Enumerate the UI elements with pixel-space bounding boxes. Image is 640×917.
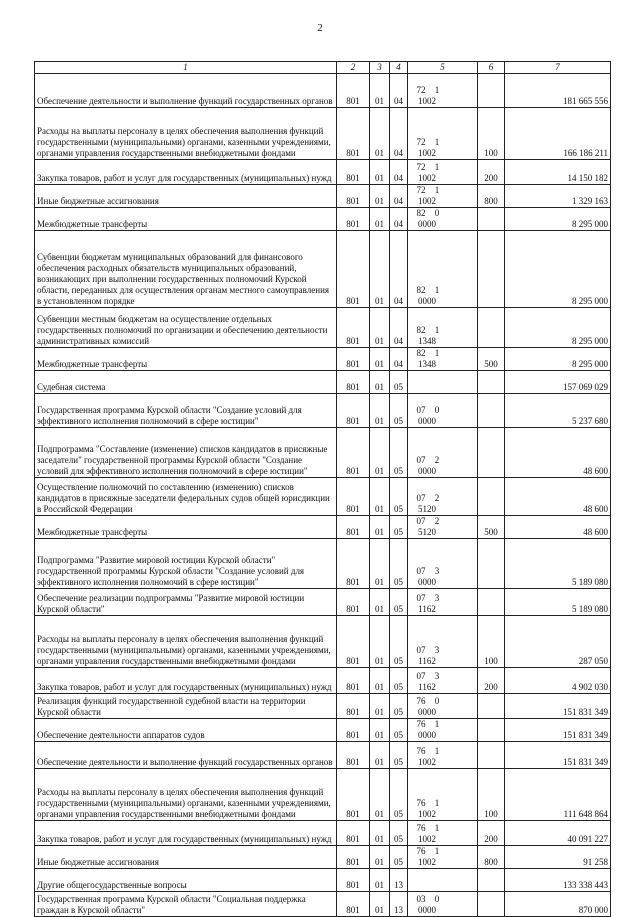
- ministry-code: 801: [337, 742, 370, 769]
- ministry-code: 801: [337, 719, 370, 742]
- section-code: 01: [370, 821, 390, 846]
- subsection-code: 05: [390, 769, 408, 821]
- subsection-code: 05: [390, 719, 408, 742]
- direction-code: 1162: [418, 682, 436, 692]
- table-row: [35, 516, 611, 539]
- ministry-code: 801: [337, 348, 370, 371]
- section-code: 01: [370, 394, 390, 428]
- target-article-code: [408, 231, 478, 308]
- table-row: [35, 846, 611, 869]
- section-code: 01: [370, 208, 390, 231]
- expense-type-code: [478, 208, 505, 231]
- section-code: 01: [370, 371, 390, 394]
- direction-code: 0000: [418, 730, 436, 740]
- target-article-code: [408, 428, 478, 478]
- expense-type-code: 100: [478, 108, 505, 160]
- expense-type-code: 200: [478, 821, 505, 846]
- row-name: Расходы на выплаты персоналу в целях обеспечения выполнения функций государственными (муниципальными) органами, казенными учреждениями, органами управления государственными внебюджетными фондами: [35, 108, 337, 160]
- expense-type-code: 100: [478, 616, 505, 668]
- expense-type-code: [478, 231, 505, 308]
- ministry-code: 801: [337, 769, 370, 821]
- amount-value: 14 150 182: [505, 160, 611, 185]
- subsection-code: 05: [390, 742, 408, 769]
- row-name: Закупка товаров, работ и услуг для государственных (муниципальных) нужд: [35, 821, 337, 846]
- table-row: [35, 869, 611, 892]
- subsection-code: 05: [390, 846, 408, 869]
- table-row: [35, 371, 611, 394]
- amount-value: 181 665 556: [505, 74, 611, 108]
- target-article-code: [408, 589, 478, 616]
- ministry-code: 801: [337, 589, 370, 616]
- row-name: Субвенции бюджетам муниципальных образований для финансового обеспечения расходных обязательств муниципальных образований, возникающих при выполнении государственных полномочий Курской области, переданных для осуществления органам местного самоуправления в установленном порядке: [35, 231, 337, 308]
- section-code: 01: [370, 308, 390, 348]
- table-row: [35, 742, 611, 769]
- direction-code: 1002: [418, 173, 436, 183]
- table-body: [35, 74, 611, 917]
- section-code: 01: [370, 231, 390, 308]
- ministry-code: 801: [337, 616, 370, 668]
- direction-code: 1002: [418, 857, 436, 867]
- subprogram-code: 2: [434, 493, 440, 503]
- table-row: [35, 231, 611, 308]
- table-row: [35, 208, 611, 231]
- direction-code: 5120: [418, 504, 436, 514]
- target-article-code: [408, 892, 478, 917]
- subprogram-code: 2: [434, 455, 440, 465]
- target-article-code: [408, 394, 478, 428]
- row-name: Подпрограмма "Составление (изменение) списков кандидатов в присяжные заседатели" государственной программы Курской области "Создание условий для эффективного исполнения полномочий в сфере юстиции": [35, 428, 337, 478]
- direction-code: 1002: [418, 809, 436, 819]
- target-article-code: [408, 160, 478, 185]
- table-row: [35, 719, 611, 742]
- section-code: 01: [370, 348, 390, 371]
- target-article-code: [408, 74, 478, 108]
- direction-code: 1162: [418, 656, 436, 666]
- table-row: [35, 394, 611, 428]
- subsection-code: 04: [390, 185, 408, 208]
- target-article-code: [408, 846, 478, 869]
- subprogram-code: 1: [434, 85, 440, 95]
- subsection-code: 04: [390, 108, 408, 160]
- amount-value: 151 831 349: [505, 719, 611, 742]
- amount-value: 5 237 680: [505, 394, 611, 428]
- expense-type-code: 500: [478, 516, 505, 539]
- expense-type-code: [478, 742, 505, 769]
- row-name: Субвенции местным бюджетам на осуществление отдельных государственных полномочий по организации и обеспечению деятельности административных комиссий: [35, 308, 337, 348]
- direction-code: 1002: [418, 148, 436, 158]
- table-row: [35, 428, 611, 478]
- section-code: 01: [370, 428, 390, 478]
- program-code: 76: [416, 746, 426, 756]
- direction-code: 0000: [418, 905, 436, 915]
- row-name: Реализация функций государственной судебной власти на территории Курской области: [35, 694, 337, 719]
- section-code: 01: [370, 668, 390, 694]
- amount-value: 91 258: [505, 846, 611, 869]
- row-name: Расходы на выплаты персоналу в целях обеспечения выполнения функций государственными (муниципальными) органами, казенными учреждениями, органами управления государственными внебюджетными фондами: [35, 769, 337, 821]
- target-article-code: [408, 719, 478, 742]
- expense-type-code: 800: [478, 846, 505, 869]
- ministry-code: 801: [337, 308, 370, 348]
- expense-type-code: 200: [478, 160, 505, 185]
- table-row: [35, 185, 611, 208]
- amount-value: 8 295 000: [505, 308, 611, 348]
- ministry-code: 801: [337, 846, 370, 869]
- program-code: 72: [416, 137, 426, 147]
- expense-type-code: [478, 694, 505, 719]
- ministry-code: 801: [337, 74, 370, 108]
- expense-type-code: [478, 371, 505, 394]
- expense-type-code: 200: [478, 668, 505, 694]
- table-row: [35, 108, 611, 160]
- subsection-code: 04: [390, 348, 408, 371]
- subprogram-code: 1: [434, 162, 440, 172]
- ministry-code: 801: [337, 371, 370, 394]
- subsection-code: 04: [390, 74, 408, 108]
- direction-code: 1002: [418, 834, 436, 844]
- program-code: 07: [416, 493, 426, 503]
- program-code: 72: [416, 85, 426, 95]
- direction-code: 0000: [418, 577, 436, 587]
- ministry-code: 801: [337, 185, 370, 208]
- direction-code: 0000: [418, 219, 436, 229]
- col-header-name: 1: [35, 62, 337, 74]
- program-code: 82: [416, 325, 426, 335]
- amount-value: 48 600: [505, 428, 611, 478]
- amount-value: 8 295 000: [505, 208, 611, 231]
- table-row: [35, 694, 611, 719]
- subprogram-code: 2: [434, 516, 440, 526]
- expense-type-code: [478, 539, 505, 589]
- ministry-code: 801: [337, 539, 370, 589]
- table-row: [35, 821, 611, 846]
- subprogram-code: 1: [434, 348, 440, 358]
- section-code: 01: [370, 108, 390, 160]
- row-name: Иные бюджетные ассигнования: [35, 185, 337, 208]
- table-row: [35, 892, 611, 917]
- subprogram-code: 0: [434, 894, 440, 904]
- amount-value: 40 091 227: [505, 821, 611, 846]
- direction-code: 0000: [418, 416, 436, 426]
- section-code: 01: [370, 694, 390, 719]
- subprogram-code: 0: [434, 696, 440, 706]
- subsection-code: 05: [390, 668, 408, 694]
- amount-value: 157 069 029: [505, 371, 611, 394]
- amount-value: 5 189 080: [505, 589, 611, 616]
- subsection-code: 05: [390, 821, 408, 846]
- expense-type-code: [478, 308, 505, 348]
- table-row: [35, 308, 611, 348]
- row-name: Межбюджетные трансферты: [35, 516, 337, 539]
- table-row: [35, 348, 611, 371]
- col-header-subsection: 4: [390, 62, 408, 74]
- program-code: 76: [416, 696, 426, 706]
- program-code: 76: [416, 719, 426, 729]
- program-code: 07: [416, 593, 426, 603]
- table-row: [35, 616, 611, 668]
- row-name: Осуществление полномочий по составлению (изменению) списков кандидатов в присяжные заседатели федеральных судов общей юрисдикции в Российской Федерации: [35, 478, 337, 516]
- page-number: 2: [317, 22, 323, 34]
- amount-value: 48 600: [505, 478, 611, 516]
- table-row: [35, 589, 611, 616]
- ministry-code: 801: [337, 231, 370, 308]
- row-name: Межбюджетные трансферты: [35, 208, 337, 231]
- direction-code: 1002: [418, 757, 436, 767]
- ministry-code: 801: [337, 892, 370, 917]
- program-code: 07: [416, 516, 426, 526]
- subprogram-code: 3: [434, 593, 440, 603]
- table-row: [35, 478, 611, 516]
- subprogram-code: 0: [434, 405, 440, 415]
- section-code: 01: [370, 516, 390, 539]
- amount-value: 111 648 864: [505, 769, 611, 821]
- expense-type-code: 800: [478, 185, 505, 208]
- ministry-code: 801: [337, 394, 370, 428]
- section-code: 01: [370, 74, 390, 108]
- row-name: Иные бюджетные ассигнования: [35, 846, 337, 869]
- expense-type-code: 100: [478, 769, 505, 821]
- table-row: [35, 539, 611, 589]
- program-code: 82: [416, 348, 426, 358]
- subsection-code: 13: [390, 892, 408, 917]
- target-article-code: [408, 769, 478, 821]
- row-name: Подпрограмма "Развитие мировой юстиции Курской области" государственной программы Курской области "Создание условий для эффективного исполнения полномочий в сфере юстиции": [35, 539, 337, 589]
- subprogram-code: 3: [434, 645, 440, 655]
- row-name: Другие общегосударственные вопросы: [35, 869, 337, 892]
- subprogram-code: 1: [434, 798, 440, 808]
- subprogram-code: 3: [434, 566, 440, 576]
- direction-code: 0000: [418, 707, 436, 717]
- section-code: 01: [370, 846, 390, 869]
- amount-value: 287 050: [505, 616, 611, 668]
- target-article-code: [408, 371, 478, 394]
- direction-code: 0000: [418, 466, 436, 476]
- section-code: 01: [370, 589, 390, 616]
- subprogram-code: 1: [434, 719, 440, 729]
- table-row: [35, 160, 611, 185]
- amount-value: 151 831 349: [505, 694, 611, 719]
- direction-code: 1002: [418, 196, 436, 206]
- section-code: 01: [370, 892, 390, 917]
- program-code: 82: [416, 208, 426, 218]
- subsection-code: 04: [390, 208, 408, 231]
- ministry-code: 801: [337, 208, 370, 231]
- amount-value: 870 000: [505, 892, 611, 917]
- direction-code: 1002: [418, 96, 436, 106]
- subprogram-code: 1: [434, 137, 440, 147]
- section-code: 01: [370, 478, 390, 516]
- direction-code: 5120: [418, 527, 436, 537]
- direction-code: 0000: [418, 296, 436, 306]
- col-header-amount: 7: [505, 62, 611, 74]
- target-article-code: [408, 516, 478, 539]
- row-name: Обеспечение деятельности аппаратов судов: [35, 719, 337, 742]
- target-article-code: [408, 539, 478, 589]
- target-article-code: [408, 308, 478, 348]
- ministry-code: 801: [337, 478, 370, 516]
- subsection-code: 13: [390, 869, 408, 892]
- ministry-code: 801: [337, 869, 370, 892]
- subsection-code: 04: [390, 160, 408, 185]
- amount-value: 8 295 000: [505, 231, 611, 308]
- ministry-code: 801: [337, 516, 370, 539]
- target-article-code: [408, 616, 478, 668]
- target-article-code: [408, 821, 478, 846]
- row-name: Обеспечение деятельности и выполнение функций государственных органов: [35, 74, 337, 108]
- col-header-section: 3: [370, 62, 390, 74]
- target-article-code: [408, 478, 478, 516]
- subsection-code: 05: [390, 694, 408, 719]
- ministry-code: 801: [337, 160, 370, 185]
- row-name: Государственная программа Курской области "Социальная поддержка граждан в Курской области": [35, 892, 337, 917]
- subsection-code: 05: [390, 428, 408, 478]
- target-article-code: [408, 869, 478, 892]
- subsection-code: 05: [390, 589, 408, 616]
- amount-value: 4 902 030: [505, 668, 611, 694]
- subprogram-code: 1: [434, 325, 440, 335]
- ministry-code: 801: [337, 668, 370, 694]
- ministry-code: 801: [337, 821, 370, 846]
- subprogram-code: 1: [434, 185, 440, 195]
- program-code: 07: [416, 566, 426, 576]
- direction-code: 1348: [418, 336, 436, 346]
- target-article-code: [408, 742, 478, 769]
- amount-value: 166 186 211: [505, 108, 611, 160]
- direction-code: 1162: [418, 604, 436, 614]
- expense-type-code: [478, 394, 505, 428]
- row-name: Государственная программа Курской области "Создание условий для эффективного исполнения полномочий в сфере юстиции": [35, 394, 337, 428]
- table-row: [35, 668, 611, 694]
- section-code: 01: [370, 160, 390, 185]
- budget-table: [34, 61, 611, 917]
- expense-type-code: [478, 892, 505, 917]
- program-code: 07: [416, 405, 426, 415]
- section-code: 01: [370, 719, 390, 742]
- col-header-target-article: 5: [408, 62, 478, 74]
- row-name: Закупка товаров, работ и услуг для государственных (муниципальных) нужд: [35, 668, 337, 694]
- row-name: Обеспечение реализации подпрограммы "Развитие мировой юстиции Курской области": [35, 589, 337, 616]
- target-article-code: [408, 108, 478, 160]
- subprogram-code: 0: [434, 208, 440, 218]
- program-code: 76: [416, 823, 426, 833]
- subprogram-code: 1: [434, 746, 440, 756]
- subsection-code: 04: [390, 231, 408, 308]
- program-code: 07: [416, 455, 426, 465]
- section-code: 01: [370, 869, 390, 892]
- expense-type-code: [478, 719, 505, 742]
- subsection-code: 05: [390, 616, 408, 668]
- section-code: 01: [370, 616, 390, 668]
- program-code: 72: [416, 185, 426, 195]
- program-code: 76: [416, 846, 426, 856]
- target-article-code: [408, 694, 478, 719]
- expense-type-code: [478, 74, 505, 108]
- row-name: Обеспечение деятельности и выполнение функций государственных органов: [35, 742, 337, 769]
- table-row: [35, 769, 611, 821]
- expense-type-code: [478, 428, 505, 478]
- row-name: Судебная система: [35, 371, 337, 394]
- program-code: 72: [416, 162, 426, 172]
- target-article-code: [408, 185, 478, 208]
- ministry-code: 801: [337, 108, 370, 160]
- ministry-code: 801: [337, 428, 370, 478]
- amount-value: 48 600: [505, 516, 611, 539]
- subsection-code: 05: [390, 539, 408, 589]
- expense-type-code: [478, 478, 505, 516]
- amount-value: 133 338 443: [505, 869, 611, 892]
- target-article-code: [408, 348, 478, 371]
- subsection-code: 05: [390, 394, 408, 428]
- program-code: 76: [416, 798, 426, 808]
- col-header-expense-type: 6: [478, 62, 505, 74]
- program-code: 03: [416, 894, 426, 904]
- amount-value: 5 189 080: [505, 539, 611, 589]
- section-code: 01: [370, 742, 390, 769]
- direction-code: 1348: [418, 359, 436, 369]
- amount-value: 1 329 163: [505, 185, 611, 208]
- program-code: 07: [416, 645, 426, 655]
- section-code: 01: [370, 539, 390, 589]
- subsection-code: 05: [390, 478, 408, 516]
- section-code: 01: [370, 185, 390, 208]
- col-header-ministry: 2: [337, 62, 370, 74]
- expense-type-code: [478, 869, 505, 892]
- target-article-code: [408, 668, 478, 694]
- subprogram-code: 1: [434, 823, 440, 833]
- subsection-code: 05: [390, 516, 408, 539]
- subprogram-code: 1: [434, 285, 440, 295]
- expense-type-code: [478, 589, 505, 616]
- subprogram-code: 1: [434, 846, 440, 856]
- header-row: [35, 62, 611, 74]
- program-code: 82: [416, 285, 426, 295]
- table-row: [35, 74, 611, 108]
- row-name: Закупка товаров, работ и услуг для государственных (муниципальных) нужд: [35, 160, 337, 185]
- subsection-code: 05: [390, 371, 408, 394]
- amount-value: 8 295 000: [505, 348, 611, 371]
- program-code: 07: [416, 671, 426, 681]
- expense-type-code: 500: [478, 348, 505, 371]
- target-article-code: [408, 208, 478, 231]
- subsection-code: 04: [390, 308, 408, 348]
- ministry-code: 801: [337, 694, 370, 719]
- row-name: Расходы на выплаты персоналу в целях обеспечения выполнения функций государственными (муниципальными) органами, казенными учреждениями, органами управления государственными внебюджетными фондами: [35, 616, 337, 668]
- section-code: 01: [370, 769, 390, 821]
- amount-value: 151 831 349: [505, 742, 611, 769]
- row-name: Межбюджетные трансферты: [35, 348, 337, 371]
- subprogram-code: 3: [434, 671, 440, 681]
